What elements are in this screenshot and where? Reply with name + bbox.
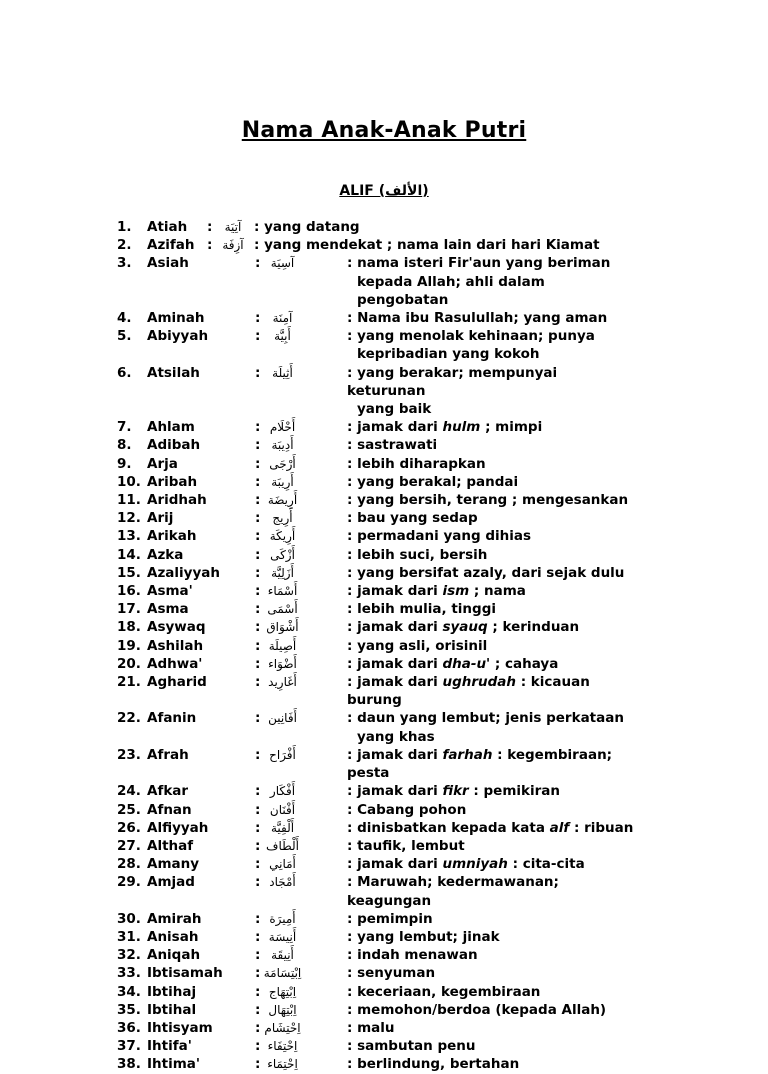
entry-name: Ibtihaj bbox=[147, 983, 197, 1000]
list-item bbox=[117, 746, 637, 782]
entry-number: 37. bbox=[117, 1038, 141, 1055]
entry-arabic: أَرِيج bbox=[272, 511, 293, 526]
entry-colon: : bbox=[255, 601, 261, 618]
entry-meaning: : indah menawan bbox=[347, 947, 478, 964]
entry-meaning: : yang mendekat ; nama lain dari hari Kiamat bbox=[254, 237, 600, 254]
name-list bbox=[117, 218, 637, 1074]
entry-number: 14. bbox=[117, 546, 141, 563]
entry-colon: : bbox=[255, 310, 261, 327]
entry-name: Azifah bbox=[147, 237, 195, 254]
entry-colon: : bbox=[255, 1019, 261, 1036]
entry-number: 36. bbox=[117, 1019, 141, 1036]
entry-arabic: اِبْتِسَامَة bbox=[263, 966, 302, 981]
entry-number: 29. bbox=[117, 874, 141, 891]
entry-arabic: أَرِيضَة bbox=[267, 493, 298, 508]
entry-number: 27. bbox=[117, 837, 141, 854]
entry-name: Arja bbox=[147, 455, 178, 472]
entry-colon: : bbox=[207, 237, 213, 254]
entry-name: Ihtisyam bbox=[147, 1019, 213, 1036]
entry-meaning: : dinisbatkan kepada kata alf : ribuan bbox=[347, 819, 634, 836]
list-item bbox=[117, 436, 637, 454]
entry-meaning: : yang asli, orisinil bbox=[347, 637, 488, 654]
entry-number: 17. bbox=[117, 601, 141, 618]
entry-number: 26. bbox=[117, 819, 141, 836]
entry-meaning: : daun yang lembut; jenis perkataan yang khas bbox=[347, 709, 637, 745]
entry-meaning: : yang bersih, terang ; mengesankan bbox=[347, 492, 629, 509]
list-item bbox=[117, 1055, 637, 1073]
entry-colon: : bbox=[255, 473, 261, 490]
list-item bbox=[117, 236, 637, 254]
entry-name: Adibah bbox=[147, 437, 201, 454]
entry-number: 10. bbox=[117, 473, 141, 490]
list-item bbox=[117, 782, 637, 800]
entry-meaning: : yang datang bbox=[254, 219, 360, 235]
entry-colon: : bbox=[255, 746, 261, 763]
entry-name: Ihtima' bbox=[147, 1056, 201, 1073]
list-item bbox=[117, 655, 637, 673]
entry-arabic: أَرْجَى bbox=[269, 456, 296, 471]
entry-meaning: : jamak dari dha-u' ; cahaya bbox=[347, 655, 559, 672]
entry-meaning-term: farhah bbox=[442, 746, 493, 763]
list-item bbox=[117, 564, 637, 582]
entry-arabic: أَمَانِي bbox=[269, 857, 296, 872]
entry-name: Amjad bbox=[147, 874, 195, 891]
list-item bbox=[117, 928, 637, 946]
list-item bbox=[117, 254, 637, 309]
entry-name: Anisah bbox=[147, 928, 199, 945]
list-item bbox=[117, 582, 637, 600]
entry-name: Asma bbox=[147, 601, 189, 618]
entry-name: Arikah bbox=[147, 528, 197, 545]
entry-colon: : bbox=[255, 510, 261, 527]
entry-name: Afnan bbox=[147, 801, 192, 818]
list-item bbox=[117, 801, 637, 819]
entry-number: 32. bbox=[117, 947, 141, 964]
entry-arabic: اِبْتِهَال bbox=[268, 1002, 297, 1017]
entry-arabic: أَفَانِين bbox=[268, 711, 297, 726]
list-item bbox=[117, 946, 637, 964]
entry-name: Ibtisamah bbox=[147, 965, 223, 982]
entry-number: 38. bbox=[117, 1056, 141, 1073]
entry-colon: : bbox=[255, 965, 261, 982]
entry-number: 34. bbox=[117, 983, 141, 1000]
entry-name: Alfiyyah bbox=[147, 819, 209, 836]
list-item bbox=[117, 491, 637, 509]
list-item bbox=[117, 600, 637, 618]
entry-arabic: آسِيَة bbox=[270, 256, 295, 271]
entry-colon: : bbox=[255, 1038, 261, 1055]
entry-arabic: أَسْمَاء bbox=[267, 584, 298, 599]
entry-arabic: أَصِيلَة bbox=[268, 638, 297, 653]
list-item bbox=[117, 873, 637, 909]
list-item bbox=[117, 618, 637, 636]
entry-arabic: أَضْوَاء bbox=[268, 656, 297, 671]
entry-colon: : bbox=[255, 528, 261, 545]
entry-arabic: أَفْكَار bbox=[269, 784, 296, 799]
entry-number: 16. bbox=[117, 583, 141, 600]
list-item bbox=[117, 327, 637, 363]
entry-colon: : bbox=[255, 928, 261, 945]
entry-colon: : bbox=[255, 655, 261, 672]
entry-meaning-term: ism bbox=[442, 583, 470, 600]
entry-colon: : bbox=[255, 437, 261, 454]
entry-meaning-term: fikr bbox=[442, 783, 469, 800]
entry-meaning-continued: kepribadian yang kokoh bbox=[357, 346, 540, 363]
entry-meaning: : Nama ibu Rasulullah; yang aman bbox=[347, 310, 608, 327]
entry-meaning: : Maruwah; kedermawanan; keagungan bbox=[347, 874, 559, 909]
entry-arabic: أَغَارِيد bbox=[268, 675, 297, 690]
entry-colon: : bbox=[255, 856, 261, 873]
entry-arabic: أَبِيَّة bbox=[274, 329, 291, 344]
entry-number: 24. bbox=[117, 783, 141, 800]
entry-meaning: : memohon/berdoa (kepada Allah) bbox=[347, 1001, 607, 1018]
entry-name: Afrah bbox=[147, 746, 189, 763]
entry-number: 23. bbox=[117, 746, 141, 763]
entry-meaning: : pemimpin bbox=[347, 910, 433, 927]
entry-number: 25. bbox=[117, 801, 141, 818]
list-item bbox=[117, 855, 637, 873]
entry-colon: : bbox=[255, 583, 261, 600]
list-item bbox=[117, 1019, 637, 1037]
entry-name: Adhwa' bbox=[147, 655, 203, 672]
list-item bbox=[117, 418, 637, 436]
list-item bbox=[117, 546, 637, 564]
entry-name: Azaliyyah bbox=[147, 564, 220, 581]
entry-colon: : bbox=[255, 364, 261, 381]
entry-colon: : bbox=[255, 801, 261, 818]
list-item bbox=[117, 364, 637, 419]
entry-number: 18. bbox=[117, 619, 141, 636]
entry-meaning: : berlindung, bertahan bbox=[347, 1056, 520, 1073]
entry-meaning-term: syauq bbox=[442, 619, 488, 636]
list-item bbox=[117, 819, 637, 837]
list-item bbox=[117, 1037, 637, 1055]
list-item bbox=[117, 455, 637, 473]
entry-colon: : bbox=[255, 874, 261, 891]
entry-colon: : bbox=[255, 255, 261, 272]
entry-colon: : bbox=[255, 492, 261, 509]
entry-name: Azka bbox=[147, 546, 184, 563]
entry-meaning: : permadani yang dihias bbox=[347, 528, 532, 545]
entry-arabic: أَفْرَاح bbox=[269, 747, 296, 762]
entry-number: 19. bbox=[117, 637, 141, 654]
entry-meaning: : yang berakal; pandai bbox=[347, 473, 519, 490]
entry-meaning-continued: kepada Allah; ahli dalam pengobatan bbox=[357, 273, 545, 308]
entry-colon: : bbox=[255, 419, 261, 436]
entry-arabic: آزِفَة bbox=[222, 238, 244, 253]
entry-number: 35. bbox=[117, 1001, 141, 1018]
entry-number: 1. bbox=[117, 219, 132, 235]
entry-colon: : bbox=[255, 1001, 261, 1018]
entry-number: 20. bbox=[117, 655, 141, 672]
entry-name: Aribah bbox=[147, 473, 198, 490]
entry-arabic: أَزَلِيَّة bbox=[271, 565, 294, 580]
entry-arabic: أَزْكَى bbox=[270, 547, 295, 562]
entry-meaning-term: hulm bbox=[442, 419, 481, 436]
entry-meaning: : jamak dari ism ; nama bbox=[347, 583, 526, 600]
entry-name: Amany bbox=[147, 856, 200, 873]
entry-meaning-term: umniyah bbox=[442, 856, 508, 873]
entry-arabic: اِحْتِمَاء bbox=[267, 1057, 298, 1072]
entry-colon: : bbox=[255, 1056, 261, 1073]
entry-meaning: : Cabang pohon bbox=[347, 801, 467, 818]
entry-colon: : bbox=[255, 619, 261, 636]
entry-arabic: اِحْتِشَام bbox=[264, 1020, 301, 1035]
entry-meaning-term: dha-u' bbox=[442, 655, 491, 672]
list-item bbox=[117, 218, 637, 236]
entry-colon: : bbox=[255, 983, 261, 1000]
entry-number: 13. bbox=[117, 528, 141, 545]
entry-meaning: : jamak dari syauq ; kerinduan bbox=[347, 619, 580, 636]
entry-meaning: : jamak dari ughrudah : kicauan burung bbox=[347, 674, 590, 709]
entry-meaning: : yang bersifat azaly, dari sejak dulu bbox=[347, 564, 625, 581]
page-title: Nama Anak-Anak Putri bbox=[241, 118, 527, 143]
section-heading-alif: ALIF (الألف) bbox=[339, 183, 429, 199]
entry-name: Aminah bbox=[147, 310, 205, 327]
entry-arabic: أَمْجَاد bbox=[269, 875, 296, 890]
entry-number: 9. bbox=[117, 455, 132, 472]
entry-arabic: أَرِيكَة bbox=[269, 529, 296, 544]
entry-arabic: أَلْطَاف bbox=[266, 838, 299, 853]
entry-number: 2. bbox=[117, 237, 132, 254]
entry-colon: : bbox=[255, 328, 261, 345]
list-item bbox=[117, 1001, 637, 1019]
entry-colon: : bbox=[255, 637, 261, 654]
entry-arabic: أَنِيقَة bbox=[271, 948, 294, 963]
entry-number: 8. bbox=[117, 437, 132, 454]
entry-meaning-term: alf bbox=[549, 819, 570, 836]
entry-arabic: آمِنَة bbox=[272, 311, 293, 326]
entry-arabic: أَمِيرَة bbox=[269, 911, 296, 926]
entry-colon: : bbox=[255, 546, 261, 563]
entry-colon: : bbox=[255, 455, 261, 472]
list-item bbox=[117, 637, 637, 655]
entry-number: 7. bbox=[117, 419, 132, 436]
list-item bbox=[117, 709, 637, 745]
entry-name: Asiah bbox=[147, 255, 189, 272]
entry-meaning: : sambutan penu bbox=[347, 1038, 476, 1055]
entry-colon: : bbox=[255, 837, 261, 854]
list-item bbox=[117, 910, 637, 928]
entry-name: Asywaq bbox=[147, 619, 206, 636]
entry-meaning: : jamak dari umniyah : cita-cita bbox=[347, 856, 585, 873]
entry-name: Althaf bbox=[147, 837, 194, 854]
entry-meaning-continued: yang baik bbox=[357, 401, 432, 418]
entry-arabic: أَثِيلَة bbox=[272, 365, 293, 380]
entry-meaning: : jamak dari farhah : kegembiraan; pesta bbox=[347, 746, 613, 782]
entry-number: 33. bbox=[117, 965, 141, 982]
entry-meaning-continued: yang khas bbox=[357, 728, 435, 745]
entry-colon: : bbox=[255, 819, 261, 836]
entry-name: Afkar bbox=[147, 783, 189, 800]
list-item bbox=[117, 473, 637, 491]
entry-number: 3. bbox=[117, 255, 132, 272]
entry-name: Ashilah bbox=[147, 637, 204, 654]
entry-meaning: : senyuman bbox=[347, 965, 436, 982]
entry-meaning: : lebih suci, bersih bbox=[347, 546, 488, 563]
entry-colon: : bbox=[255, 710, 261, 727]
entry-arabic: أَلْفِيَّة bbox=[270, 820, 295, 835]
entry-name: Ahlam bbox=[147, 419, 195, 436]
entry-arabic: أَدِيبَة bbox=[271, 438, 294, 453]
entry-meaning-term: ughrudah bbox=[442, 674, 516, 691]
entry-name: Asma' bbox=[147, 583, 193, 600]
entry-number: 11. bbox=[117, 492, 141, 509]
entry-arabic: اِبْتِهَاج bbox=[268, 984, 297, 999]
entry-number: 28. bbox=[117, 856, 141, 873]
entry-colon: : bbox=[255, 910, 261, 927]
entry-colon: : bbox=[255, 783, 261, 800]
entry-arabic: اِحْتِفَاء bbox=[267, 1039, 298, 1054]
list-item bbox=[117, 837, 637, 855]
list-item bbox=[117, 673, 637, 709]
entry-name: Arij bbox=[147, 510, 174, 527]
entry-colon: : bbox=[255, 674, 261, 691]
entry-meaning: : sastrawati bbox=[347, 437, 438, 454]
entry-arabic: أَشْوَاق bbox=[266, 620, 299, 635]
entry-name: Amirah bbox=[147, 910, 202, 927]
entry-arabic: أَفْنَان bbox=[269, 802, 296, 817]
entry-number: 5. bbox=[117, 328, 132, 345]
entry-colon: : bbox=[255, 947, 261, 964]
entry-meaning: : lebih diharapkan bbox=[347, 455, 486, 472]
entry-number: 21. bbox=[117, 674, 141, 691]
entry-name: Atsilah bbox=[147, 364, 200, 381]
list-item bbox=[117, 527, 637, 545]
entry-arabic: أَحْلَام bbox=[269, 420, 296, 435]
entry-name: Afanin bbox=[147, 710, 197, 727]
entry-number: 6. bbox=[117, 364, 132, 381]
list-item bbox=[117, 964, 637, 982]
entry-meaning: : keceriaan, kegembiraan bbox=[347, 983, 541, 1000]
entry-arabic: أَسْمَى bbox=[267, 602, 298, 617]
entry-meaning: : jamak dari hulm ; mimpi bbox=[347, 419, 543, 436]
entry-name: Aridhah bbox=[147, 492, 207, 509]
list-item bbox=[117, 309, 637, 327]
entry-name: Abiyyah bbox=[147, 328, 209, 345]
entry-number: 22. bbox=[117, 710, 141, 727]
entry-meaning: : yang berakar; mempunyai keturunan yang baik bbox=[347, 364, 637, 419]
entry-meaning: : jamak dari fikr : pemikiran bbox=[347, 783, 561, 800]
entry-name: Ibtihal bbox=[147, 1001, 197, 1018]
entry-meaning: : yang menolak kehinaan; punya kepribadian yang kokoh bbox=[347, 327, 637, 363]
entry-colon: : bbox=[207, 219, 213, 235]
entry-number: 30. bbox=[117, 910, 141, 927]
entry-number: 31. bbox=[117, 928, 141, 945]
entry-meaning: : malu bbox=[347, 1019, 395, 1036]
list-item bbox=[117, 983, 637, 1001]
list-item bbox=[117, 509, 637, 527]
entry-meaning: : nama isteri Fir'aun yang beriman kepada Allah; ahli dalam pengobatan bbox=[347, 254, 637, 309]
entry-arabic: أَنِيسَة bbox=[268, 929, 297, 944]
entry-number: 15. bbox=[117, 564, 141, 581]
entry-number: 12. bbox=[117, 510, 141, 527]
entry-arabic: آتِيَة bbox=[224, 220, 242, 234]
entry-name: Ihtifa' bbox=[147, 1038, 192, 1055]
entry-name: Agharid bbox=[147, 674, 207, 691]
entry-meaning: : yang lembut; jinak bbox=[347, 928, 500, 945]
entry-name: Atiah bbox=[147, 219, 188, 235]
entry-number: 4. bbox=[117, 310, 132, 327]
entry-meaning: : taufik, lembut bbox=[347, 837, 465, 854]
entry-colon: : bbox=[255, 564, 261, 581]
entry-arabic: أَرِيبَة bbox=[271, 474, 294, 489]
entry-meaning: : lebih mulia, tinggi bbox=[347, 601, 497, 618]
entry-meaning: : bau yang sedap bbox=[347, 510, 478, 527]
entry-name: Aniqah bbox=[147, 947, 201, 964]
